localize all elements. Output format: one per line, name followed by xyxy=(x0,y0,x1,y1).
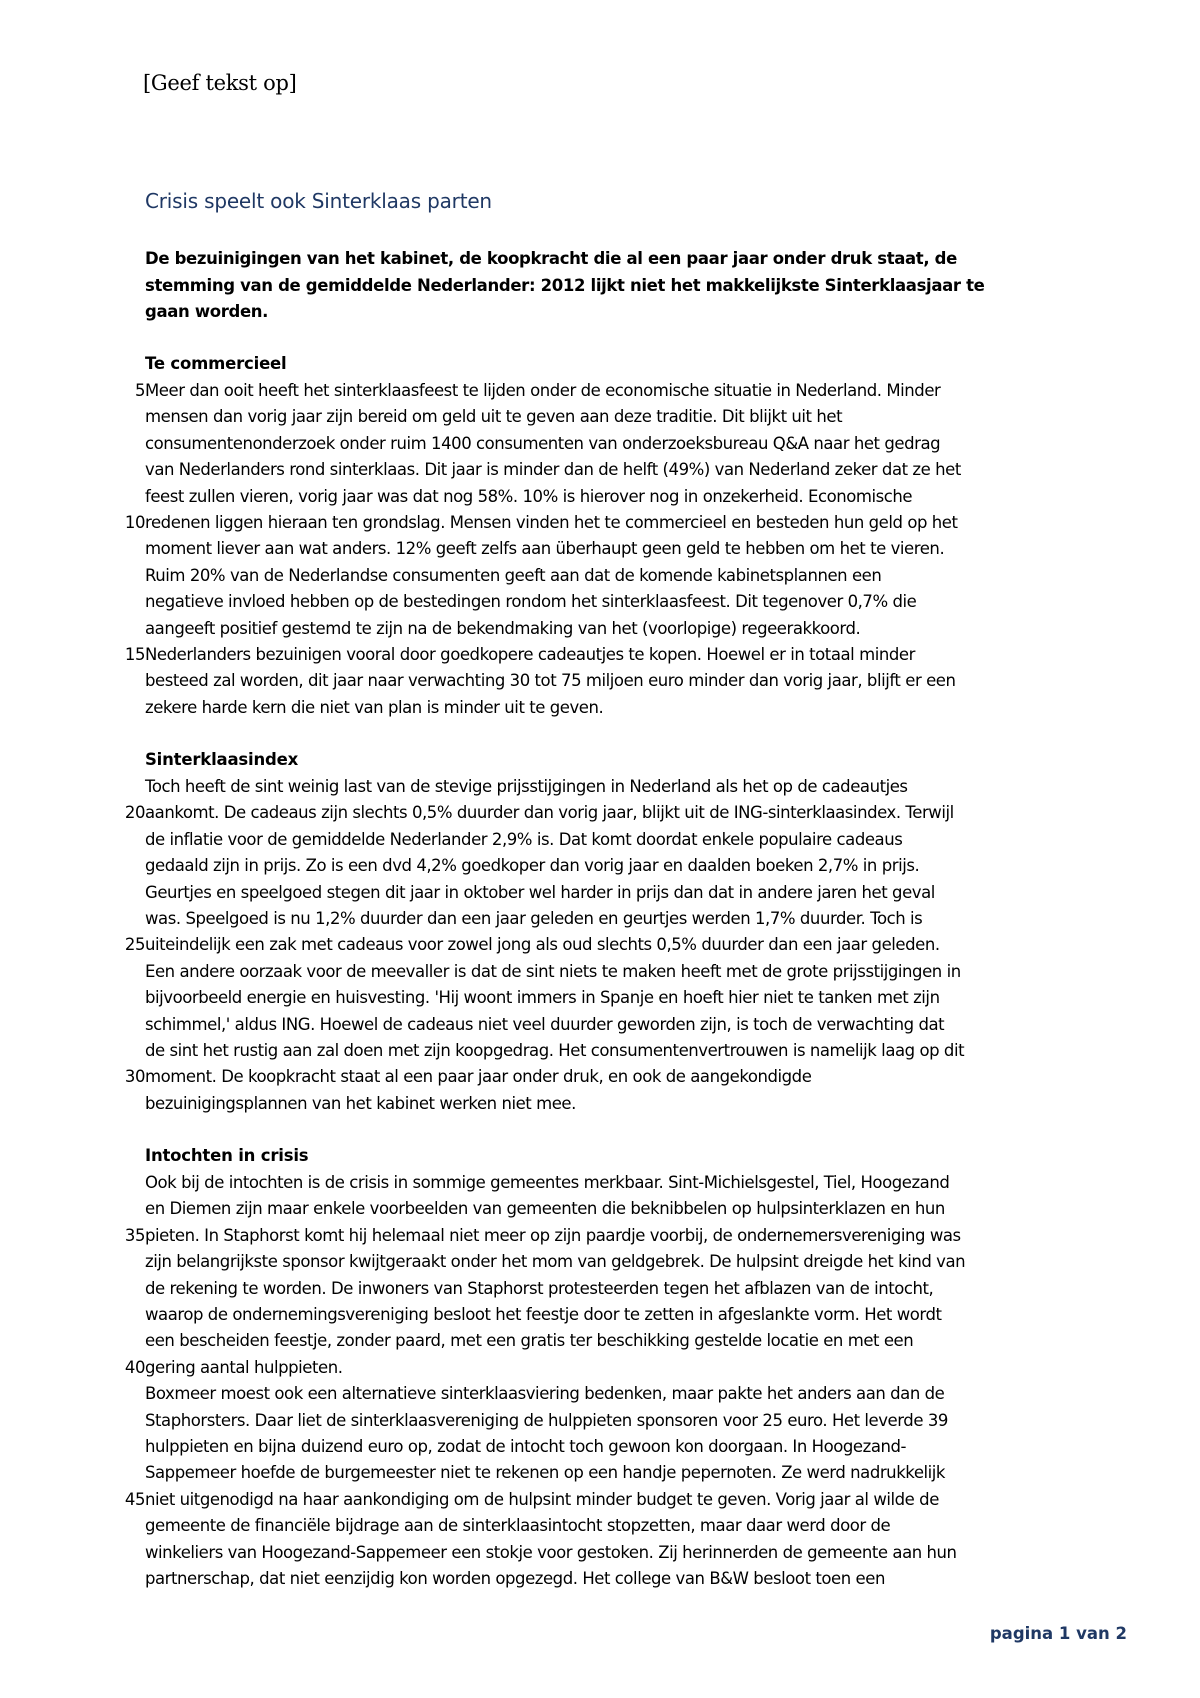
body-line: moment. De koopkracht staat al een paar jaar onder druk, en ook de aangekondigde xyxy=(145,1067,812,1086)
body-line: gedaald zijn in prijs. Zo is een dvd 4,2% goedkoper dan vorig jaar en daalden boeken 2,7% in prijs. xyxy=(145,856,920,875)
line-number: 10 xyxy=(124,513,145,532)
line-number: 15 xyxy=(124,645,145,664)
body-line: van Nederlanders rond sinterklaas. Dit jaar is minder dan de helft (49%) van Nederland zeker dat ze het xyxy=(145,460,961,479)
body-line: zekere harde kern die niet van plan is minder uit te geven. xyxy=(145,698,604,717)
body-line: de sint het rustig aan zal doen met zijn koopgedrag. Het consumentenvertrouwen is namelijk laag op dit xyxy=(145,1041,965,1060)
body-line: waarop de ondernemingsvereniging besloot het feestje door te zetten in afgeslankte vorm. Het wordt xyxy=(145,1305,942,1324)
body-line: mensen dan vorig jaar zijn bereid om geld uit te geven aan deze traditie. Dit blijkt uit het xyxy=(145,407,843,426)
body-line: Boxmeer moest ook een alternatieve sinterklaasviering bedenken, maar pakte het anders aan dan de xyxy=(145,1384,945,1403)
body-line: hulppieten en bijna duizend euro op, zodat de intocht toch gewoon kon doorgaan. In Hoogezand- xyxy=(145,1437,907,1456)
body-line: gering aantal hulppieten. xyxy=(145,1358,343,1377)
body-line: schimmel,' aldus ING. Hoewel de cadeaus niet veel duurder geworden zijn, is toch de verwachting dat xyxy=(145,1015,945,1034)
body-line: bijvoorbeeld energie en huisvesting. 'Hij woont immers in Spanje en hoeft hier niet te tanken met zijn xyxy=(145,988,940,1007)
body-line: Staphorsters. Daar liet de sinterklaasvereniging de hulppieten sponsoren voor 25 euro. Het leverde 39 xyxy=(145,1411,948,1430)
line-number: 5 xyxy=(134,381,145,400)
body-line: aangeeft positief gestemd te zijn na de bekendmaking van het (voorlopige) regeerakkoord. xyxy=(145,619,861,638)
section-heading: Intochten in crisis xyxy=(145,1146,309,1165)
body-line: Nederlanders bezuinigen vooral door goedkopere cadeautjes te kopen. Hoewel er in totaal minder xyxy=(145,645,915,664)
body-line: besteed zal worden, dit jaar naar verwachting 30 tot 75 miljoen euro minder dan vorig jaar, blijft er een xyxy=(145,671,956,690)
line-number: 45 xyxy=(124,1490,145,1509)
header-placeholder: [Geef tekst op] xyxy=(143,71,297,95)
body-line: en Diemen zijn maar enkele voorbeelden van gemeenten die beknibbelen op hulpsinterklazen en hun xyxy=(145,1199,945,1218)
body-line: Meer dan ooit heeft het sinterklaasfeest te lijden onder de economische situatie in Nederland. Minder xyxy=(145,381,941,400)
body-line: de rekening te worden. De inwoners van Staphorst protesteerden tegen het afblazen van de intocht, xyxy=(145,1279,934,1298)
body-line: moment liever aan wat anders. 12% geeft zelfs aan überhaupt geen geld te hebben om het te vieren. xyxy=(145,539,945,558)
body-line: winkeliers van Hoogezand-Sappemeer een stokje voor gestoken. Zij herinnerden de gemeente aan hun xyxy=(145,1543,957,1562)
line-number: 35 xyxy=(124,1226,145,1245)
body-line: consumentenonderzoek onder ruim 1400 consumenten van onderzoeksbureau Q&A naar het gedrag xyxy=(145,434,941,453)
lead-line: stemming van de gemiddelde Nederlander: 2012 lijkt niet het makkelijkste Sinterklaasjaar te xyxy=(145,275,985,295)
section-heading: Te commercieel xyxy=(145,354,287,373)
lead-line: De bezuinigingen van het kabinet, de koopkracht die al een paar jaar onder druk staat, de xyxy=(145,249,957,268)
line-number: 20 xyxy=(124,803,145,822)
body-line: was. Speelgoed is nu 1,2% duurder dan een jaar geleden en geurtjes werden 1,7% duurder. Toch is xyxy=(145,909,923,928)
body-line: de inflatie voor de gemiddelde Nederlander 2,9% is. Dat komt doordat enkele populaire cadeaus xyxy=(145,830,903,849)
body-line: Geurtjes en speelgoed stegen dit jaar in oktober wel harder in prijs dan dat in andere jaren het geval xyxy=(145,883,935,902)
body-line: bezuinigingsplannen van het kabinet werken niet mee. xyxy=(145,1094,576,1113)
body-line: negatieve invloed hebben op de bestedingen rondom het sinterklaasfeest. Dit tegenover 0,7% die xyxy=(145,592,917,611)
body-line: zijn belangrijkste sponsor kwijtgeraakt onder het mom van geldgebrek. De hulpsint dreigde het kind van xyxy=(145,1252,966,1271)
article-title: Crisis speelt ook Sinterklaas parten xyxy=(145,189,492,213)
body-line: aankomt. De cadeaus zijn slechts 0,5% duurder dan vorig jaar, blijkt uit de ING-sinterklaasindex. Terwijl xyxy=(145,803,954,822)
body-line: gemeente de financiële bijdrage aan de sinterklaasintocht stopzetten, maar daar werd door de xyxy=(145,1516,891,1535)
body-line: Toch heeft de sint weinig last van de stevige prijsstijgingen in Nederland als het op de cadeautjes xyxy=(145,777,908,796)
body-line: redenen liggen hieraan ten grondslag. Mensen vinden het te commercieel en besteden hun geld op het xyxy=(145,513,958,532)
lead-line: gaan worden. xyxy=(145,302,269,321)
body-line: partnerschap, dat niet eenzijdig kon worden opgezegd. Het college van B&W besloot toen een xyxy=(145,1569,885,1588)
article-lead xyxy=(145,246,985,326)
body-line: Sappemeer hoefde de burgemeester niet te rekenen op een handje pepernoten. Ze werd nadrukkelijk xyxy=(145,1463,946,1482)
line-number: 25 xyxy=(124,935,145,954)
line-number: 30 xyxy=(124,1067,145,1086)
body-line: pieten. In Staphorst komt hij helemaal niet meer op zijn paardje voorbij, de ondernemersvereniging was xyxy=(145,1226,961,1245)
section-heading: Sinterklaasindex xyxy=(145,750,299,769)
line-number: 40 xyxy=(124,1358,145,1377)
body-line: niet uitgenodigd na haar aankondiging om de hulpsint minder budget te geven. Vorig jaar al wilde de xyxy=(145,1490,939,1509)
body-line: Een andere oorzaak voor de meevaller is dat de sint niets te maken heeft met de grote prijsstijgingen in xyxy=(145,962,961,981)
body-line: Ruim 20% van de Nederlandse consumenten geeft aan dat de komende kabinetsplannen een xyxy=(145,566,882,585)
body-line: feest zullen vieren, vorig jaar was dat nog 58%. 10% is hierover nog in onzekerheid. Economische xyxy=(145,487,913,506)
page-number: pagina 1 van 2 xyxy=(989,1624,1127,1643)
body-line: een bescheiden feestje, zonder paard, met een gratis ter beschikking gestelde locatie en met een xyxy=(145,1331,914,1350)
body-line: uiteindelijk een zak met cadeaus voor zowel jong als oud slechts 0,5% duurder dan een jaar geleden. xyxy=(145,935,940,954)
body-line: Ook bij de intochten is de crisis in sommige gemeentes merkbaar. Sint-Michielsgestel, Tiel, Hoogezand xyxy=(145,1173,950,1192)
